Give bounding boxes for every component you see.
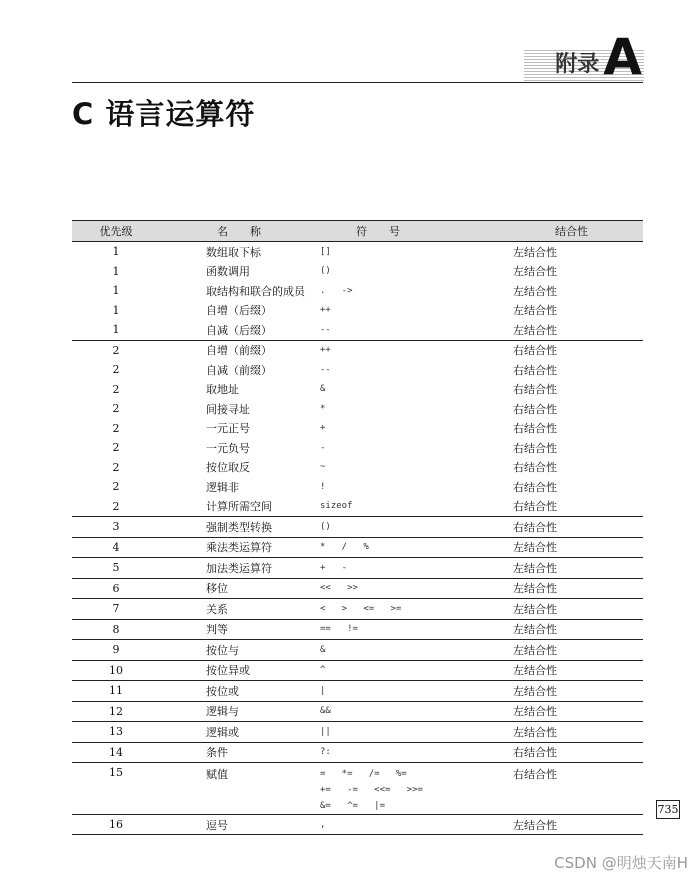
operator-name-cell: 按位或 (160, 681, 318, 702)
associativity-cell: 右结合性 (513, 363, 557, 377)
operator-symbol-cell: [] (320, 246, 331, 257)
table-row (72, 578, 643, 599)
table-row (72, 320, 643, 340)
precedence-cell: 1 (112, 323, 120, 337)
associativity-cell: 左结合性 (513, 265, 557, 279)
associativity-cell: 右结合性 (513, 500, 557, 514)
operator-symbol-cell: ! (320, 481, 326, 492)
precedence-cell: 16 (72, 815, 160, 835)
table-row (72, 477, 643, 497)
operator-symbol-cell: && (318, 701, 508, 722)
operator-name-cell: 间接寻址 (206, 402, 250, 416)
associativity-cell: 右结合性 (513, 422, 557, 436)
precedence-cell: 1 (112, 264, 120, 278)
precedence-cell: 15 (72, 763, 160, 815)
table-row (72, 815, 643, 835)
appendix-letter: A (603, 28, 642, 86)
operator-symbol-cell: () (320, 266, 331, 277)
precedence-cell: 2 (112, 441, 120, 455)
associativity-cell: 左结合性 (513, 323, 557, 337)
precedence-cell: 9 (72, 640, 160, 661)
associativity-cell: 左结合性 (513, 284, 557, 298)
operator-symbol-cell: ^ (318, 660, 508, 681)
operator-name-cell: 逗号 (160, 815, 318, 835)
operator-name-cell: 移位 (160, 578, 318, 599)
table-row (72, 399, 643, 419)
operator-symbol-cell: & (320, 384, 326, 395)
table-row (72, 701, 643, 722)
associativity-cell: 右结合性 (508, 742, 643, 763)
operator-name-cell: 按位异或 (160, 660, 318, 681)
associativity-cell: 左结合性 (508, 660, 643, 681)
appendix-header (555, 28, 642, 86)
operator-name-cell: 乘法类运算符 (160, 537, 318, 558)
precedence-cell: 1 (112, 284, 120, 298)
associativity-cell: 左结合性 (508, 681, 643, 702)
header-precedence: 优先级 (72, 221, 160, 242)
operator-symbol-cell: ++ (320, 305, 331, 316)
precedence-cell: 7 (72, 599, 160, 620)
operator-name-cell: 按位与 (160, 640, 318, 661)
operator-symbol-cell: ?: (318, 742, 508, 763)
operator-symbol-cell: < > <= >= (318, 599, 508, 620)
watermark: CSDN @明烛天南H (554, 854, 688, 872)
operator-name-cell: 加法类运算符 (160, 558, 318, 579)
precedence-cell: 4 (72, 537, 160, 558)
associativity-cell: 左结合性 (508, 558, 643, 579)
table-row (72, 419, 643, 439)
associativity-cell: 右结合性 (513, 441, 557, 455)
table-row (72, 558, 643, 579)
precedence-cell: 2 (72, 340, 160, 360)
associativity-cell: 右结合性 (508, 517, 643, 538)
operator-symbol-cell: + (320, 423, 326, 434)
associativity-cell: 左结合性 (508, 599, 643, 620)
table-row (72, 722, 643, 743)
table-row (72, 301, 643, 321)
table-row (72, 537, 643, 558)
operator-name-cell: 一元负号 (206, 441, 250, 455)
table-row (72, 262, 643, 282)
table-row (72, 242, 643, 262)
associativity-cell: 右结合性 (508, 340, 643, 360)
header-associativity: 结合性 (508, 221, 643, 242)
operator-symbol-cell: - (320, 442, 326, 453)
precedence-cell: 8 (72, 619, 160, 640)
table-row (72, 619, 643, 640)
operator-table (72, 220, 643, 835)
associativity-cell: 左结合性 (508, 619, 643, 640)
operator-table-body (72, 242, 643, 835)
table-row (72, 360, 643, 380)
precedence-cell: 2 (112, 382, 120, 396)
operator-symbol-cell: , (318, 815, 508, 835)
associativity-cell: 右结合性 (513, 402, 557, 416)
table-row (72, 763, 643, 815)
table-row (72, 340, 643, 360)
operator-name-cell: 按位取反 (206, 461, 250, 475)
header-rule (72, 82, 643, 83)
precedence-cell: 1 (112, 245, 120, 259)
table-row (72, 281, 643, 301)
associativity-cell: 右结合性 (508, 763, 643, 815)
operator-name-cell: 自增（后缀） (206, 304, 272, 318)
precedence-cell: 11 (72, 681, 160, 702)
precedence-cell: 3 (72, 517, 160, 538)
table-row (72, 517, 643, 538)
operator-name-cell: 判等 (160, 619, 318, 640)
operator-symbol-cell: -- (320, 324, 331, 335)
operator-name-cell: 函数调用 (206, 265, 250, 279)
operator-name-cell: 自减（前缀） (206, 363, 272, 377)
precedence-cell: 1 (112, 303, 120, 317)
table-row (72, 438, 643, 458)
table-row (72, 660, 643, 681)
precedence-cell: 2 (112, 421, 120, 435)
precedence-cell: 2 (112, 402, 120, 416)
operator-name-cell: 逻辑或 (160, 722, 318, 743)
associativity-cell: 左结合性 (513, 245, 557, 259)
table-row (72, 458, 643, 478)
associativity-cell: 右结合性 (513, 480, 557, 494)
associativity-cell: 右结合性 (513, 461, 557, 475)
operator-symbol-cell: << >> (318, 578, 508, 599)
precedence-cell: 2 (112, 480, 120, 494)
associativity-cell: 左结合性 (513, 304, 557, 318)
operator-name-cell: 强制类型转换 (160, 517, 318, 538)
operator-symbol-cell: * (320, 403, 326, 414)
operator-name-cell: 自减（后缀） (206, 323, 272, 337)
operator-symbol-cell: & (318, 640, 508, 661)
operator-symbol-cell: | (318, 681, 508, 702)
associativity-cell: 左结合性 (508, 815, 643, 835)
precedence-cell: 14 (72, 742, 160, 763)
table-row (72, 599, 643, 620)
operator-name-cell: 逻辑与 (160, 701, 318, 722)
operator-symbol-cell: == != (318, 619, 508, 640)
operator-name-cell: 计算所需空间 (206, 500, 272, 514)
operator-symbol-cell: || (318, 722, 508, 743)
operator-symbol-cell: . -> (320, 285, 353, 296)
page-number: 735 (656, 800, 680, 819)
precedence-cell: 2 (112, 499, 120, 513)
operator-symbol-cell: -- (320, 364, 331, 375)
operator-name-cell: 条件 (160, 742, 318, 763)
associativity-cell: 左结合性 (508, 537, 643, 558)
operator-symbol-cell: sizeof (320, 501, 353, 512)
header-symbol: 符 号 (318, 221, 508, 242)
operator-name-cell: 数组取下标 (206, 245, 261, 259)
operator-name-cell: 取地址 (206, 383, 239, 397)
operator-symbol-cell: * / % (318, 537, 508, 558)
operator-symbol-cell: () (318, 517, 508, 538)
table-row (72, 742, 643, 763)
table-row (72, 497, 643, 517)
table-header-row (72, 221, 643, 242)
table-row (72, 640, 643, 661)
table-row (72, 380, 643, 400)
appendix-label: 附录 (555, 52, 600, 77)
associativity-cell: 左结合性 (508, 578, 643, 599)
operator-name-cell: 关系 (160, 599, 318, 620)
operator-name-cell: 赋值 (160, 763, 318, 815)
operator-name-cell: 取结构和联合的成员 (206, 284, 305, 298)
precedence-cell: 6 (72, 578, 160, 599)
operator-name-cell: 一元正号 (206, 422, 250, 436)
operator-name-cell: 逻辑非 (206, 480, 239, 494)
operator-name-cell: 自增（前缀） (160, 340, 318, 360)
associativity-cell: 左结合性 (508, 701, 643, 722)
operator-symbol-cell: ~ (320, 462, 326, 473)
operator-symbol-cell: = *= /= %= += -= <<= >>= &= ^= |= (318, 763, 508, 815)
precedence-cell: 5 (72, 558, 160, 579)
associativity-cell: 左结合性 (508, 640, 643, 661)
page-title: C 语言运算符 (72, 97, 256, 131)
precedence-cell: 10 (72, 660, 160, 681)
associativity-cell: 左结合性 (508, 722, 643, 743)
table-row (72, 681, 643, 702)
operator-symbol-cell: ++ (318, 340, 508, 360)
header-name: 名 称 (160, 221, 318, 242)
associativity-cell: 右结合性 (513, 383, 557, 397)
precedence-cell: 2 (112, 363, 120, 377)
precedence-cell: 13 (72, 722, 160, 743)
operator-symbol-cell: + - (318, 558, 508, 579)
precedence-cell: 2 (112, 460, 120, 474)
precedence-cell: 12 (72, 701, 160, 722)
